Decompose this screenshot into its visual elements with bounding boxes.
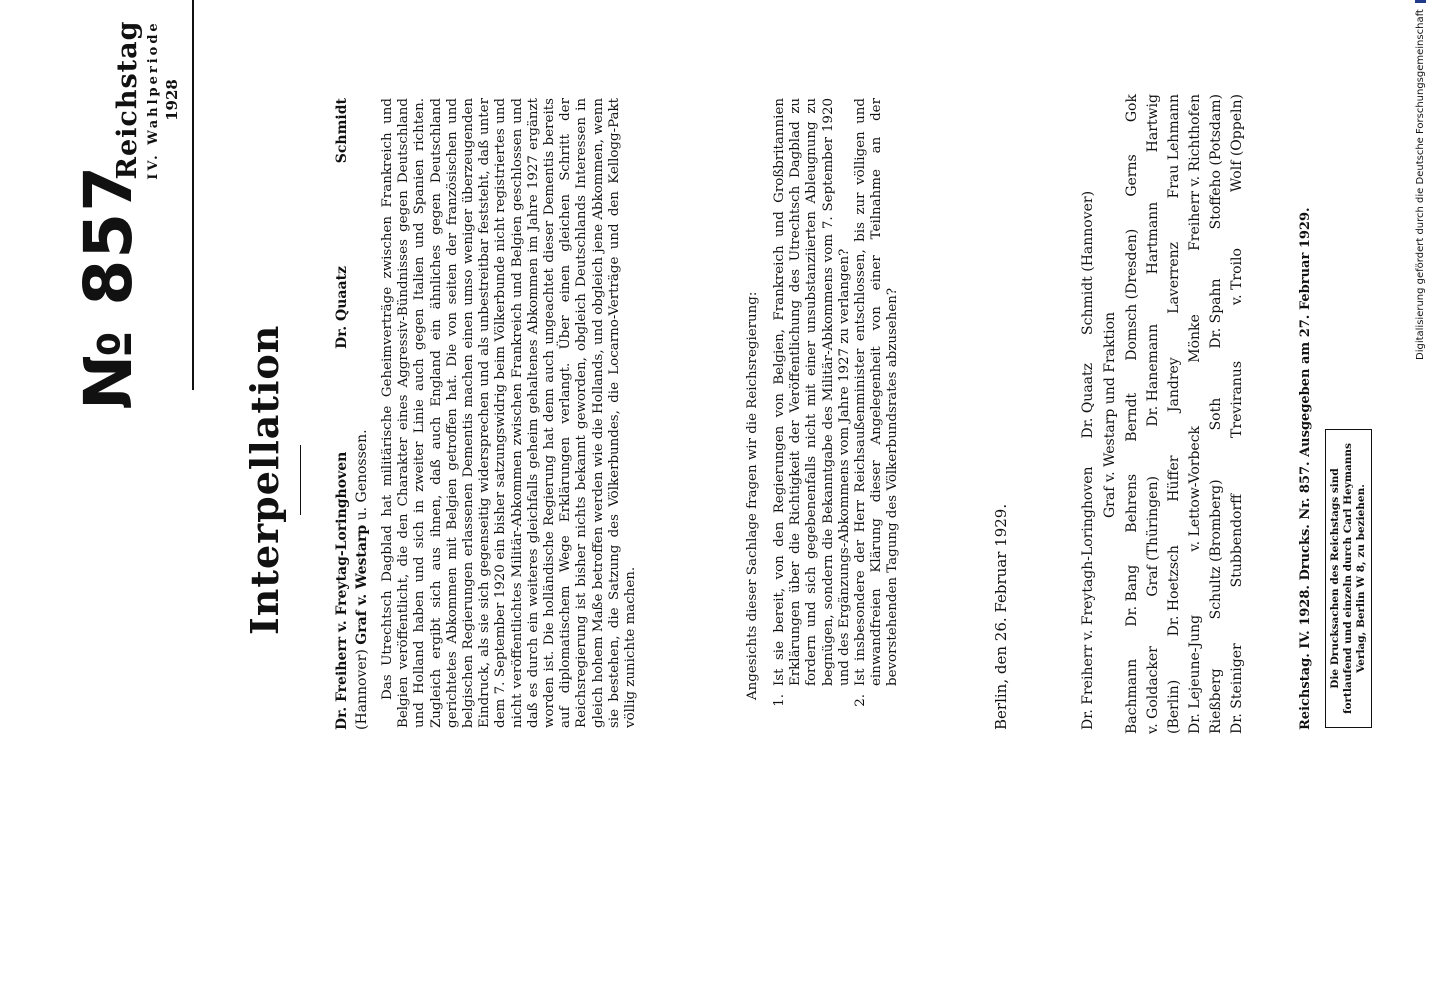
signature-name: Freiherr v. Richthofen <box>1187 94 1203 251</box>
distribution-note: Die Drucksachen des Reichstags sind fortlaufend und einzeln durch Carl Heymanns Verlag, Berlin W 8, zu beziehen. <box>1325 429 1372 728</box>
signature-name: Hüffer <box>1166 455 1182 502</box>
signature-name: v. Troilo <box>1229 248 1245 306</box>
signature-row <box>1164 94 1185 734</box>
body-paragraph: Das Utrechtsch Dagblad hat militärische Geheimverträge zwischen Frankreich und Belgien veröffentlicht, die den Charakter eines Aggressiv-Bündnisses gegen Deutschland und Holland haben und sich in zweiter Linie auch gegen Italien und Spanien richten. Zugleich ergibt sich aus ihnen, daß auch England ein ähnliches gegen Deutschland gerichtetes Abkommen mit Belgien getroffen hat. Die von seiten der französischen und belgischen Regierungen erlassenen Dementis machen einen umso weniger überzeugenden Eindruck, als sie sich gegenseitig widersprechen und als unbestreitbar feststeht, daß unter dem 7. September 1920 ein bisher satzungswidrig beim Völkerbunde nicht registriertes und nicht veröffentlichtes Militär-Abkommen zwischen Frankreich und Belgien geschlossen und daß es durch ein weiteres gleichfalls geheim gehaltenes Abkommen im Jahre 1927 ergänzt worden ist. Die holländische Regierung hat denn auch ungeachtet dieser Dementis bereits auf diplomatischem Wege Erklärungen verlangt. Über einen gleichen Schritt der Reichsregierung ist bisher nichts bekannt geworden, obgleich Deutschlands Interessen in gleich hohem Maße betroffen werden wie die Hollands, und obgleich jene Abkommen, wenn sie bestehen, die Satzung des Völkerbundes, die Locarno-Verträge und den Kellogg-Pakt völlig zunichte machen. <box>380 98 639 728</box>
signature-name: Dr. Steiniger <box>1229 643 1245 734</box>
signature-names <box>1122 94 1248 734</box>
signature-name: Hartwig <box>1145 94 1161 153</box>
signature-fraktion: Graf v. Westarp und Fraktion <box>1102 311 1118 519</box>
signer-freytag: Dr. Freiherr v. Freytag-Loringhoven <box>334 451 350 730</box>
signature-name: Schmidt (Hannover) <box>1080 190 1096 335</box>
signature-name: Dr. Spahn <box>1208 278 1224 349</box>
header-rule <box>192 0 194 390</box>
signature-name: (Berlin) <box>1166 679 1182 734</box>
question-intro: Angesichts dieser Sachlage fragen wir die Reichsregierung: <box>745 291 760 700</box>
signature-name: Bachmann <box>1124 658 1140 734</box>
signature-name: Laverrenz <box>1166 241 1182 314</box>
signature-name: Stoffeho (Potsdam) <box>1208 94 1224 230</box>
signer-quaatz: Dr. Quaatz <box>334 266 350 349</box>
signature-row <box>1206 94 1227 734</box>
signer-westarp: Graf v. Westarp <box>354 524 370 645</box>
signer-schmidt: Schmidt <box>334 98 350 164</box>
question-text: Ist sie bereit, von den Regierungen von Belgien, Frankreich und Großbritannien Erklärungen über die Richtigkeit der Veröffentlichung des Utrechtsch Dagblad zu fordern und sich gegebenenfalls nicht mit einer unsubstanziierten Ableugnung zu begnügen, sondern die Bekanntgabe des Militär-Abkommens vom 7. September 1920 und des Ergänzungs-Abkommens vom Jahre 1927 zu verlangen? <box>772 98 852 686</box>
signer-hannover: (Hannover) <box>354 649 370 730</box>
dfg-logo <box>1415 0 1426 3</box>
dfg-credit <box>1415 0 1426 360</box>
signature-name: Dr. Hanemann <box>1145 323 1161 427</box>
reichstag-title: Reichstag <box>112 20 143 180</box>
signature-name: Berndt <box>1124 392 1140 442</box>
signature-name: Dr. Lejeune-Jung <box>1187 614 1203 734</box>
signature-name: v. Lettow-Vorbeck <box>1187 425 1203 552</box>
signature-row <box>1122 94 1143 734</box>
signature-name: Dr. Quaatz <box>1080 362 1096 439</box>
document-number: № 857 <box>70 164 147 410</box>
signers-block <box>332 98 372 730</box>
title-rule <box>300 445 301 515</box>
dfg-credit-text: Digitalisierung gefördert durch die Deutsche Forschungsgemeinschaft <box>1415 9 1426 360</box>
signature-row <box>1227 94 1248 734</box>
signature-name: Jandrey <box>1166 357 1182 413</box>
question-list <box>772 98 902 728</box>
question-number: 2. <box>853 694 869 707</box>
signature-name: Mönke <box>1187 314 1203 363</box>
signature-name: Gok <box>1124 94 1140 123</box>
signature-line <box>1080 100 1096 730</box>
signature-name: Graf (Thüringen) <box>1145 476 1161 597</box>
signature-name: Frau Lehmann <box>1166 94 1182 199</box>
signature-name: Soth <box>1208 397 1224 431</box>
question-text: Ist insbesondere der Herr Reichsaußenminister entschlossen, bis zur völligen und einwandfreien Klärung dieser Angelegenheit von einer Teilnahme an der bevorstehenden Tagung des Völkerbundsrates abzusehen? <box>853 98 901 686</box>
signature-row <box>1143 94 1164 734</box>
signature-name: Schultz (Bromberg) <box>1208 479 1224 620</box>
question-item <box>772 98 853 728</box>
print-footer: Reichstag. IV. 1928. Drucks. Nr. 857. Ausgegeben am 27. Februar 1929. <box>1298 207 1313 730</box>
signature-name: Dr. Freiherr v. Freytagh-Loringhoven <box>1080 466 1096 730</box>
signature-name: Treviranus <box>1229 360 1245 438</box>
signature-name: Wolf (Oppeln) <box>1229 94 1245 193</box>
signature-name: Stubbendorff <box>1229 493 1245 588</box>
signature-name: Gerns <box>1124 154 1140 197</box>
signature-name: Hartmann <box>1145 201 1161 275</box>
signature-name: Dr. Bang <box>1124 564 1140 627</box>
reichstag-header <box>112 0 181 200</box>
period-year: 1928 <box>163 79 181 121</box>
place-date: Berlin, den 26. Februar 1929. <box>992 503 1010 730</box>
document-title: Interpellation <box>242 324 287 635</box>
signature-name: v. Goldacker <box>1145 646 1161 734</box>
signature-name: Dr. Hoetzsch <box>1166 545 1182 637</box>
question-item <box>853 98 902 728</box>
legislative-period: IV. Wahlperiode <box>146 20 161 180</box>
question-number: 1. <box>772 694 787 707</box>
signature-row <box>1185 94 1206 734</box>
signature-name: Rießberg <box>1208 668 1224 734</box>
signer-genossen: u. Genossen. <box>354 429 370 521</box>
signature-name: Behrens <box>1124 473 1140 533</box>
signature-name: Domsch (Dresden) <box>1124 228 1140 361</box>
